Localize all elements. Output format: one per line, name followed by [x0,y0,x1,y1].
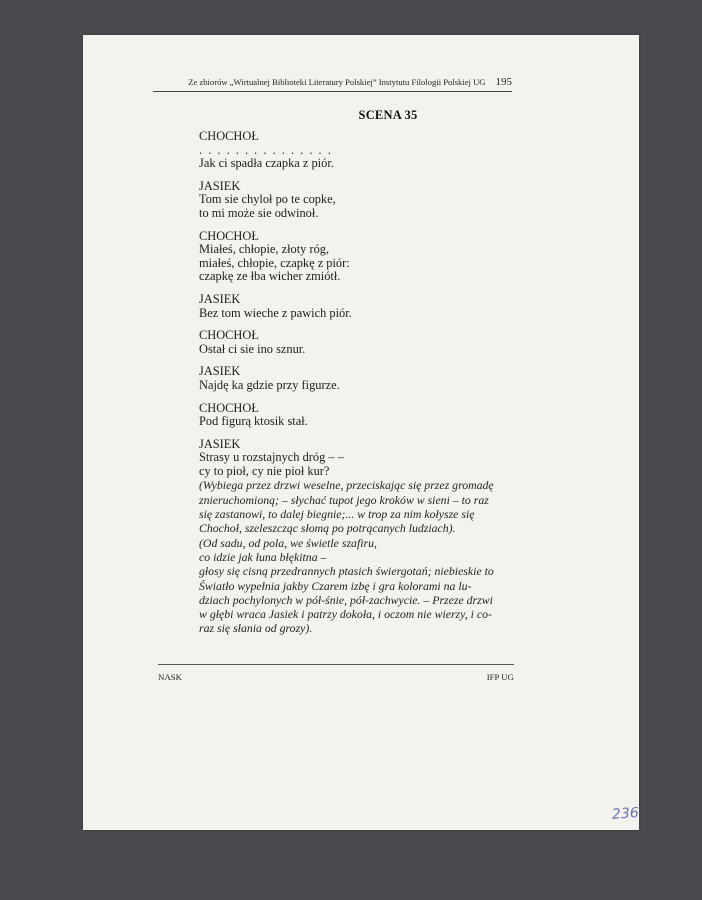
speaker-name: CHOCHOŁ [199,129,259,143]
verse-line: to mi może sie odwinoł. [199,205,319,220]
stage-direction-line: Światło wypełnia jakby Czarem izbę i gra kolorami na lu- [199,578,472,593]
dialogue-block [199,130,519,171]
verse-line: Najdę ka gdzie przy figurze. [199,377,340,392]
scene-title-text: SCENA 35 [358,108,418,122]
verse-line: cy to pioł, cy nie pioł kur? [199,463,330,478]
stage-direction-line: co idzie jak łuna błękitna – [199,549,327,564]
scene-title [83,108,639,123]
footer-right-label: IFP UG [486,672,514,682]
stage-direction [199,478,519,635]
page-number: 195 [495,76,512,88]
speaker-name: CHOCHOŁ [199,228,259,243]
dialogue-block [199,402,519,429]
dialogue-block [199,293,519,320]
page-header [153,76,512,92]
verse-line: Miałeś, chłopie, złoty róg, [199,242,330,257]
verse-line: Bez tom wieche z pawich piór. [199,305,352,320]
verse-line: Ostał ci sie ino sznur. [199,341,306,356]
stage-direction-line: raz się słania od grozy). [199,621,313,636]
dialogue-block [199,180,519,221]
dialogue-block [199,230,519,284]
dialogue-block [199,365,519,392]
verse-line: miałeś, chłopie, czapkę z piór: [199,255,350,270]
dialogue-block [199,329,519,356]
speaker-name: JASIEK [199,178,241,193]
speaker-name: JASIEK [199,364,241,379]
verse-line: Jak ci spadła czapka z piór. [199,156,334,171]
stage-direction-line: (Wybiega przez drzwi weselne, przeciskając się przez gromadę [199,478,494,493]
verse-line: Tom sie chyloł po te copke, [199,192,336,207]
footer-left-label: NASK [158,672,182,682]
verse-line: czapkę ze łba wicher zmiótł. [199,269,341,284]
verse-line: . . . . . . . . . . . . . . . [199,142,333,157]
stage-direction-line: głosy się cisną przedrannych ptasich świergotań; niebieskie to [199,564,494,579]
document-page [83,35,639,830]
dialogue-block [199,438,519,636]
header-source: Ze zbiorów „Wirtualnej Biblioteki Literatury Polskiej” Instytutu Filologii Polskiej UG [188,77,486,87]
stage-direction-line: Chochoł, szeleszcząc słomą po potrącanych ludziach). [199,521,456,536]
dialogue-body [199,130,519,645]
stage-direction-line: dziach pochylonych w pół-śnie, pół-zachwycie. – Przeze drzwi [199,592,493,607]
footer-divider [158,664,514,665]
stage-direction-line: (Od sadu, od pola, we świetle szafiru, [199,535,377,550]
handwritten-page-note: 236 [611,805,640,823]
speaker-name: JASIEK [199,436,241,451]
verse-line: Pod figurą ktosik stał. [199,414,308,429]
speaker-name: CHOCHOŁ [199,328,259,343]
speaker-name: CHOCHOŁ [199,400,259,415]
stage-direction-line: w głębi wraca Jasiek i patrzy dokoła, i oczom nie wierzy, i co- [199,607,492,622]
stage-direction-line: znieruchomioną; – słychać tupot jego kroków w sieni – to raz [199,492,489,507]
verse-line: Strasy u rozstajnych dróg – – [199,450,344,465]
speaker-name: JASIEK [199,291,241,306]
stage-direction-line: się zastanowi, to dalej biegnie;... w trop za nim kołysze się [199,507,475,522]
